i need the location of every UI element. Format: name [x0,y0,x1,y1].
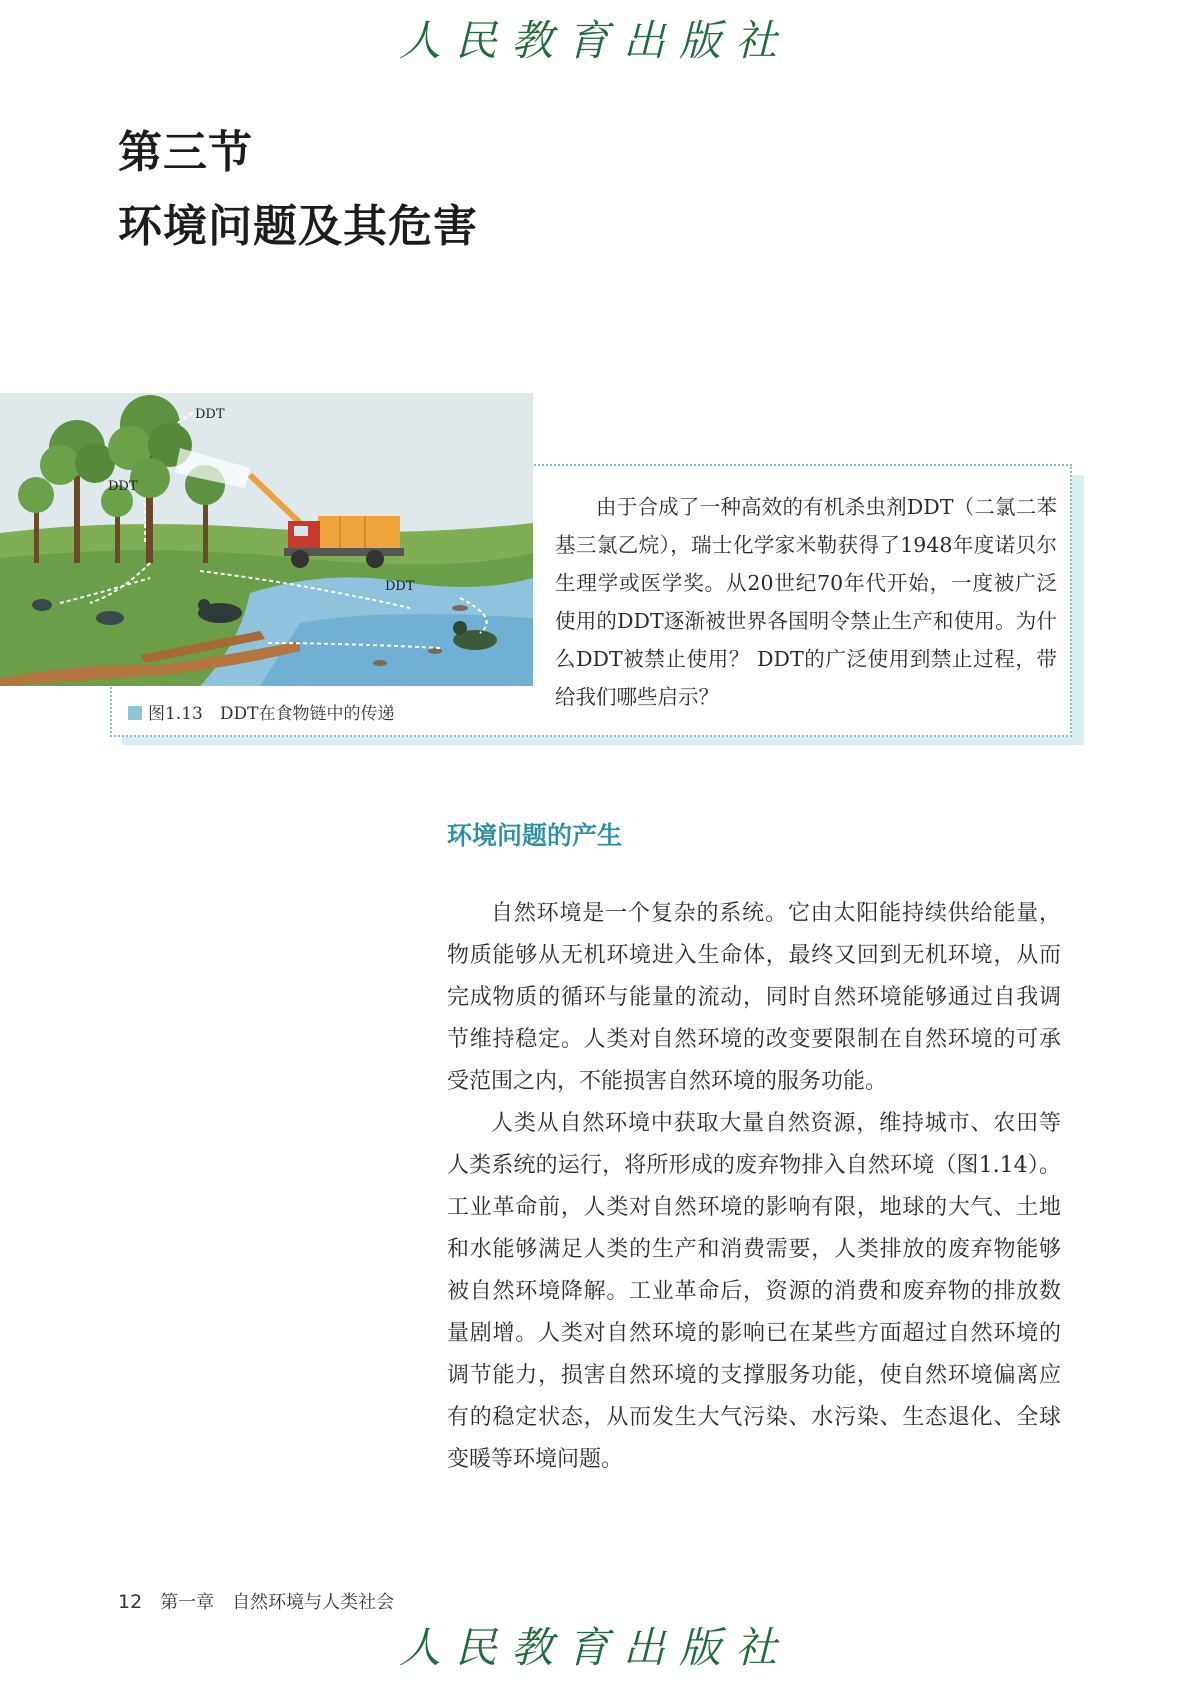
body-text [447,893,1061,1481]
subsection-heading: 环境问题的产生 [447,821,623,850]
ddt-label-top: DDT [195,407,225,422]
paragraph: 自然环境是一个复杂的系统。它由太阳能持续供给能量，物质能够从无机环境进入生命体，最终又回到无机环境，从而完成物质的循环与能量的流动，同时自然环境能够通过自我调节维持稳定。人类对自然环境的改变要限制在自然环境的可承受范围之内，不能损害自然环境的服务功能。 [447,901,1061,1094]
ddt-food-chain-illustration [0,393,533,686]
paragraph: 人类从自然环境中获取大量自然资源，维持城市、农田等人类系统的运行，将所形成的废弃物排入自然环境（图1.14）。工业革命前，人类对自然环境的影响有限，地球的大气、土地和水能够满足人类的生产和消费需要，人类排放的废弃物能够被自然环境降解。工业革命后，资源的消费和废弃物的排放数量剧增。人类对自然环境的影响已在某些方面超过自然环境的调节能力，损害自然环境的支撑服务功能，使自然环境偏离应有的稳定状态，从而发生大气污染、水污染、生态退化、全球变暖等环境问题。 [447,1111,1061,1472]
publisher-watermark-bottom: 人民教育出版社 [398,1623,791,1672]
section-title: 环境问题及其危害 [118,201,478,252]
fish-icon [452,605,468,611]
fish-icon [373,660,387,666]
page-footer [118,1588,394,1614]
page-number: 12 [118,1591,143,1613]
ddt-label-water: DDT [385,579,415,594]
ddt-label-tree: DDT [108,479,138,494]
bird-icon [96,611,124,625]
bird-icon [32,599,52,611]
info-box-text: 由于合成了一种高效的有机杀虫剂DDT（二氯二苯基三氯乙烷），瑞士化学家米勒获得了1948年度诺贝尔生理学或医学奖。从20世纪70年代开始，一度被广泛使用的DDT逐渐被世界各国明令禁止生产和使用。为什么DDT被禁止使用？ DDT的广泛使用到禁止过程，带给我们哪些启示？ [555,495,1057,709]
caption-square-icon [128,706,142,720]
figure-caption-text: 图1.13 DDT在食物链中的传递 [148,704,395,724]
publisher-watermark-top: 人民教育出版社 [398,16,791,65]
figure-caption [128,699,394,724]
illustration-svg [0,393,533,686]
chapter-label: 第一章 自然环境与人类社会 [160,1592,395,1613]
section-number-title: 第三节 [118,127,253,178]
